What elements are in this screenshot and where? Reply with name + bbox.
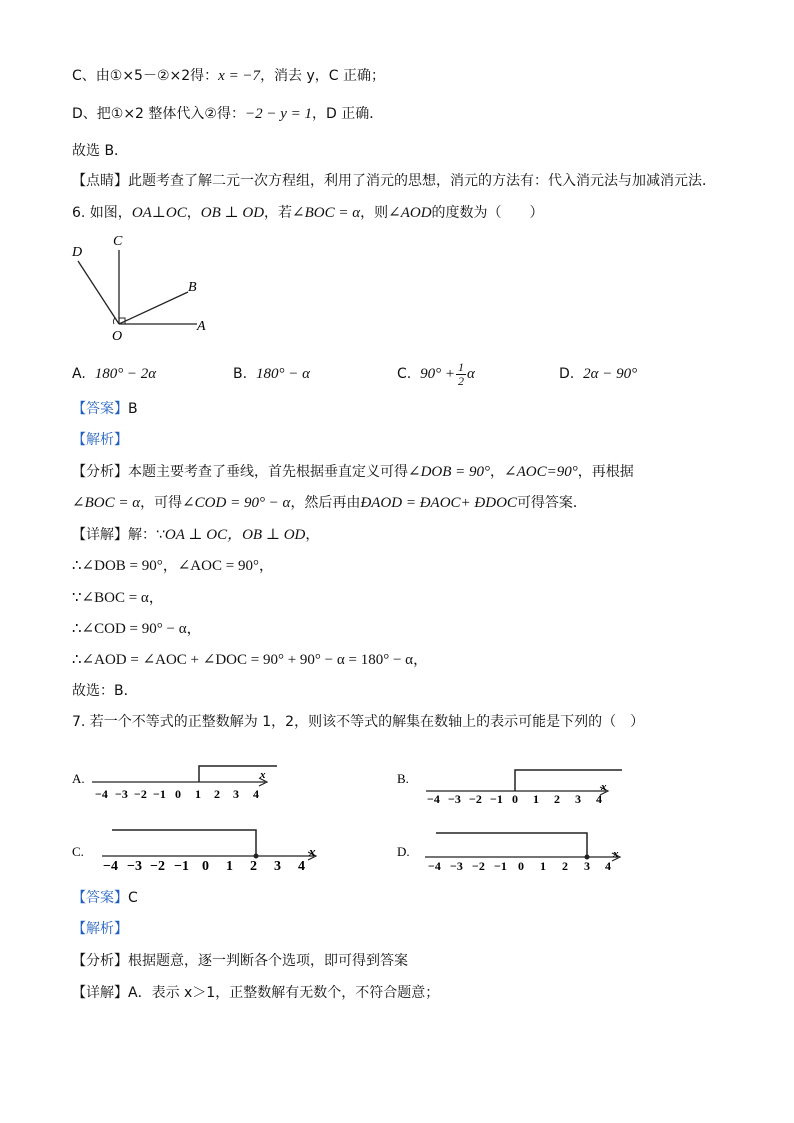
tick-label: −4 <box>428 859 441 873</box>
tick-label: 2 <box>562 859 568 873</box>
axis-var: x <box>309 844 316 859</box>
label-point-b: B <box>188 280 197 295</box>
option-label: C. <box>397 366 412 382</box>
option-6c[interactable] <box>397 354 475 394</box>
line-remark <box>72 171 716 191</box>
fraction-one-half <box>456 361 466 388</box>
tick-label: 4 <box>298 859 305 874</box>
analysis-7-line-1 <box>72 951 408 971</box>
line-option-c-explanation <box>72 66 385 86</box>
text: 根据题意，逐一判断各个选项，即可得到答案 <box>128 953 408 969</box>
math-expr: ∠AOD <box>388 205 432 221</box>
tick-label: −3 <box>115 787 128 801</box>
detail-6-line-5 <box>72 650 428 670</box>
number-line-b[interactable] <box>426 770 622 806</box>
detail-tag: 【详解】 <box>72 985 128 1001</box>
text: C、由①×5－②×2得： <box>72 68 219 84</box>
text: ，则 <box>360 205 389 221</box>
option-label: B. <box>233 366 248 382</box>
text: 故选：B． <box>72 683 138 699</box>
text: 本题主要考查了垂线，首先根据垂直定义可得 <box>128 464 408 480</box>
text: ，可得 <box>140 495 183 511</box>
analysis-subtag: 【分析】 <box>72 953 128 969</box>
option-7b-label: B. <box>397 771 409 786</box>
option-value: α <box>467 366 475 382</box>
detail-6-line-3 <box>72 588 164 608</box>
tick-label: −4 <box>103 859 118 874</box>
text: ，然后再由 <box>290 495 361 511</box>
tick-label: 3 <box>233 787 239 801</box>
tick-label: 1 <box>226 859 233 874</box>
math-expr: ÐAOD = ÐAOC+ ÐDOC <box>360 495 517 511</box>
tick-label: −4 <box>95 787 108 801</box>
math-expr: ∠BOC = α <box>292 205 361 221</box>
tick-label: −1 <box>174 859 189 874</box>
option-7c-label: C. <box>72 844 84 859</box>
tick-label: −2 <box>472 859 485 873</box>
solid-endpoint-d <box>585 855 590 860</box>
tick-label: 1 <box>540 859 546 873</box>
tick-label: 1 <box>195 787 201 801</box>
tick-label: 3 <box>584 859 590 873</box>
answer-value: B <box>128 401 138 417</box>
number-line-c[interactable] <box>102 830 316 874</box>
answer-tag: 【答案】 <box>72 890 128 906</box>
option-6d[interactable] <box>559 364 637 384</box>
axis-var: x <box>601 781 607 793</box>
detail-7-line-1 <box>72 983 439 1003</box>
detail-6-line-4 <box>72 619 202 639</box>
text: 的度数为（ ） <box>431 205 544 221</box>
detail-6-line-2 <box>72 556 274 576</box>
text: 6. 如图， <box>72 205 132 221</box>
question-7 <box>72 712 644 732</box>
angle-arc-mark <box>113 318 115 324</box>
label-point-o: O <box>112 329 123 344</box>
tick-label: −1 <box>153 787 166 801</box>
label-point-d: D <box>72 245 83 260</box>
answer-value: C <box>128 890 138 906</box>
number-line-a[interactable] <box>92 766 277 801</box>
tick-label: −2 <box>150 859 165 874</box>
question-6 <box>72 203 544 223</box>
text: ，D 正确． <box>312 106 384 122</box>
math-expr: ∴∠AOD = ∠AOC + ∠DOC = 90° + 90° − α = 180° − α， <box>72 652 429 668</box>
label-point-a: A <box>197 319 206 334</box>
ray-ob <box>119 292 188 324</box>
option-7d-label: D. <box>397 844 410 859</box>
math-expr: ∠AOC=90° <box>504 464 578 480</box>
fraction-numerator: 1 <box>458 359 465 374</box>
tick-label: 0 <box>512 792 518 806</box>
math-expr: OA⊥OC <box>131 205 187 221</box>
axis-var: x <box>613 848 619 860</box>
analysis-6-line-1 <box>72 462 634 482</box>
text: ，再根据 <box>577 464 634 480</box>
solution-ray-c <box>112 830 256 856</box>
option-value: 2α − 90° <box>583 366 638 382</box>
tick-label: −3 <box>450 859 463 873</box>
option-7a-label: A. <box>72 771 85 786</box>
geometry-figure-6 <box>60 232 220 344</box>
tick-label: −3 <box>448 792 461 806</box>
number-line-options <box>0 745 794 880</box>
tick-label: 4 <box>253 787 259 801</box>
option-value: 180° − 2α <box>94 366 157 382</box>
analysis-tag: 【解析】 <box>72 921 128 937</box>
tick-label: −2 <box>134 787 147 801</box>
tick-label: 0 <box>202 859 209 874</box>
text: D、把①×2 整体代入②得： <box>72 106 245 122</box>
answer-6 <box>72 399 138 419</box>
tick-label: 2 <box>554 792 560 806</box>
detail-6-line-1 <box>72 525 319 545</box>
remark-tag: 【点睛】 <box>72 173 128 189</box>
text: 此题考查了解二元一次方程组，利用了消元的思想，消元的方法有：代入消元法与加减消元法． <box>128 173 716 189</box>
math-expr: OB ⊥ OD <box>200 205 265 221</box>
math-expr: ∠COD = 90° − α <box>182 495 291 511</box>
math-expr: x = −7 <box>218 68 261 84</box>
text: A．表示 x＞1，正整数解有无数个，不符合题意； <box>128 985 440 1001</box>
tick-label: 0 <box>518 859 524 873</box>
tick-label: −2 <box>469 792 482 806</box>
solid-endpoint-c <box>254 854 259 859</box>
line-choose-b <box>72 141 128 161</box>
tick-label: 0 <box>175 787 181 801</box>
text: ， <box>305 527 320 543</box>
analysis-6-line-2 <box>72 493 587 513</box>
analysis-subtag: 【分析】 <box>72 464 128 480</box>
fraction-denominator: 2 <box>458 373 465 388</box>
text: ，消去 y，C 正确； <box>260 68 386 84</box>
tick-label: −1 <box>494 859 507 873</box>
analysis-6-heading <box>72 430 128 450</box>
solution-ray-d <box>436 833 587 857</box>
math-expr: ∴∠DOB = 90°，∠AOC = 90°， <box>72 558 274 574</box>
text: 解：∵ <box>128 527 165 543</box>
math-expr: −2 − y = 1 <box>244 106 313 122</box>
tick-label: 3 <box>274 859 281 874</box>
tick-label: −4 <box>427 792 440 806</box>
tick-label: 3 <box>575 792 581 806</box>
math-expr: OA ⊥ OC，OB ⊥ OD <box>164 527 306 543</box>
line-option-d-explanation <box>72 104 383 124</box>
text: ， <box>186 205 201 221</box>
axis-var: x <box>260 769 266 781</box>
detail-tag: 【详解】 <box>72 527 128 543</box>
math-expr: ∴∠COD = 90° − α， <box>72 621 202 637</box>
label-point-c: C <box>113 234 123 249</box>
number-line-d[interactable] <box>425 833 620 873</box>
analysis-tag: 【解析】 <box>72 432 128 448</box>
text: ， <box>490 464 505 480</box>
math-expr: ∠DOB = 90° <box>408 464 491 480</box>
option-6b[interactable] <box>233 364 310 384</box>
text: ，若 <box>264 205 293 221</box>
math-expr: ∠BOC = α <box>72 495 141 511</box>
text: 故选 B． <box>72 143 129 159</box>
option-6a[interactable] <box>72 364 156 384</box>
answer-7 <box>72 888 138 908</box>
text: 可得答案． <box>516 495 587 511</box>
math-expr: ∵∠BOC = α， <box>72 590 164 606</box>
tick-label: 1 <box>533 792 539 806</box>
tick-label: 4 <box>605 859 611 873</box>
tick-label: −3 <box>127 859 142 874</box>
analysis-7-heading <box>72 919 128 939</box>
tick-label: 2 <box>214 787 220 801</box>
detail-6-line-6 <box>72 681 138 701</box>
answer-tag: 【答案】 <box>72 401 128 417</box>
tick-label: −1 <box>490 792 503 806</box>
tick-label: 2 <box>250 859 257 874</box>
option-value: 180° − α <box>255 366 310 382</box>
option-label: A. <box>72 366 86 382</box>
option-value: 90° + <box>420 366 456 382</box>
text: 7. 若一个不等式的正整数解为 1，2，则该不等式的解集在数轴上的表示可能是下列的（ ） <box>72 714 645 730</box>
ray-od <box>78 261 119 324</box>
tick-label: 4 <box>596 792 602 806</box>
option-label: D. <box>559 366 575 382</box>
